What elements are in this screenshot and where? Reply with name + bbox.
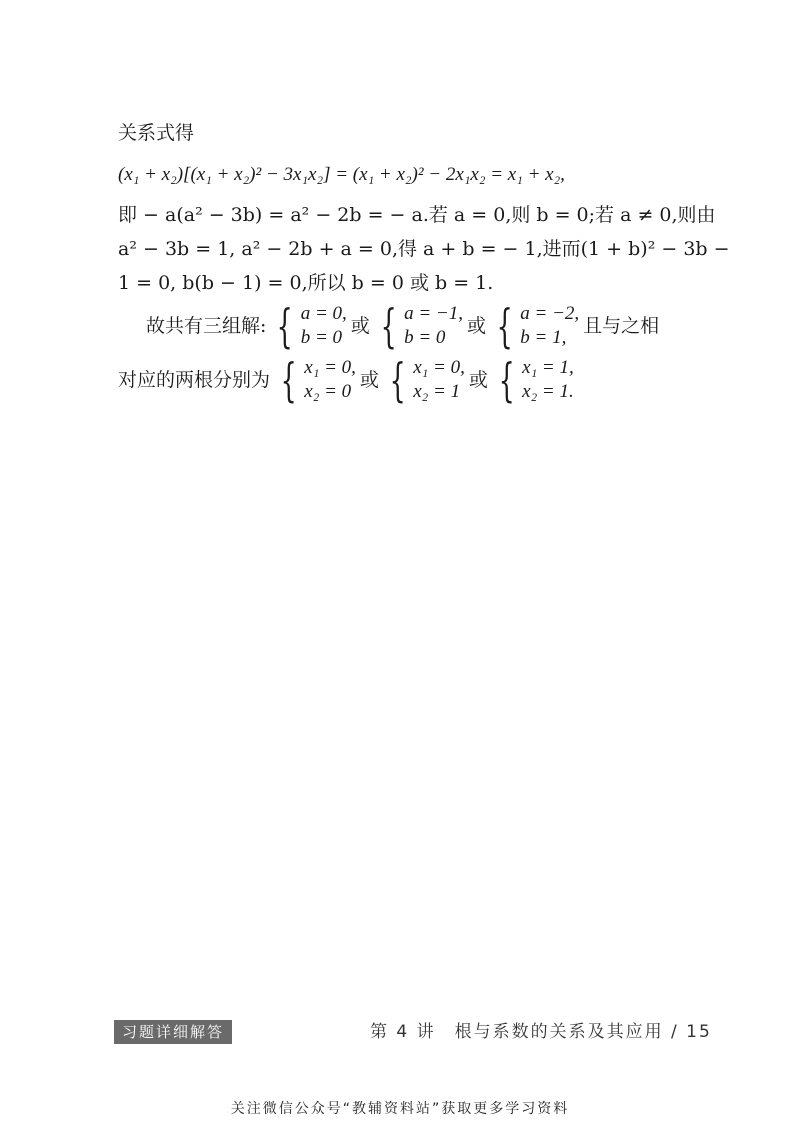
footer-section-tag: 习题详细解答 <box>114 1020 232 1044</box>
text-line-4: a² − 3b = 1, a² − 2b + a = 0,得 a + b = − 1,进而(1 + b)² − 3b − <box>118 238 730 260</box>
equation-line-2: (x₁ + x₂)[(x₁ + x₂)² − 3x₁x₂] = (x₁ + x₂)² − 2x₁x₂ = x₁ + x₂, <box>118 164 565 185</box>
root-case-1 <box>274 353 356 407</box>
left-brace-icon: { <box>380 299 397 353</box>
or-word: 或 <box>468 369 488 391</box>
text-line-1: 关系式得 <box>118 122 195 144</box>
left-brace-icon: { <box>498 353 515 407</box>
solutions-line <box>146 300 659 352</box>
or-word: 或 <box>359 369 379 391</box>
left-brace-icon: { <box>280 353 297 407</box>
case-row: x₁ = 0, <box>413 357 465 378</box>
case-row: x₂ = 1. <box>522 381 574 402</box>
root-case-3 <box>492 353 574 407</box>
bottom-promo-note: 关注微信公众号“教辅资料站”获取更多学习资料 <box>230 1101 570 1117</box>
root-case-2 <box>383 353 465 407</box>
case-row: x₂ = 0 <box>304 381 352 402</box>
case-row: a = −2, <box>520 303 580 324</box>
solution-case-1 <box>270 299 347 353</box>
solution-case-3 <box>490 299 580 353</box>
roots-prefix: 对应的两根分别为 <box>118 369 271 391</box>
left-brace-icon: { <box>276 299 294 353</box>
or-word: 或 <box>350 315 370 337</box>
solutions-prefix: 故共有三组解: <box>146 315 267 337</box>
case-row: a = 0, <box>300 303 347 324</box>
left-brace-icon: { <box>496 299 513 353</box>
case-row: b = 0 <box>404 327 446 348</box>
case-row: a = −1, <box>404 303 463 324</box>
solution-case-2 <box>374 299 463 353</box>
or-word: 或 <box>466 315 486 337</box>
case-row: x₂ = 1 <box>413 381 461 402</box>
text-line-3: 即 − a(a² − 3b) = a² − 2b = − a.若 a = 0,则 b = 0;若 a ≠ 0,则由 <box>118 204 716 226</box>
case-row: b = 0 <box>300 327 343 348</box>
left-brace-icon: { <box>389 353 406 407</box>
footer-chapter-title: 第 4 讲 根与系数的关系及其应用 / 15 <box>370 1022 712 1042</box>
roots-line <box>118 354 578 406</box>
case-row: x₁ = 0, <box>304 357 356 378</box>
case-row: b = 1, <box>520 327 567 348</box>
solutions-suffix: 且与之相 <box>583 315 660 337</box>
case-row: x₁ = 1, <box>522 357 574 378</box>
text-line-5: 1 = 0, b(b − 1) = 0,所以 b = 0 或 b = 1. <box>118 272 494 294</box>
